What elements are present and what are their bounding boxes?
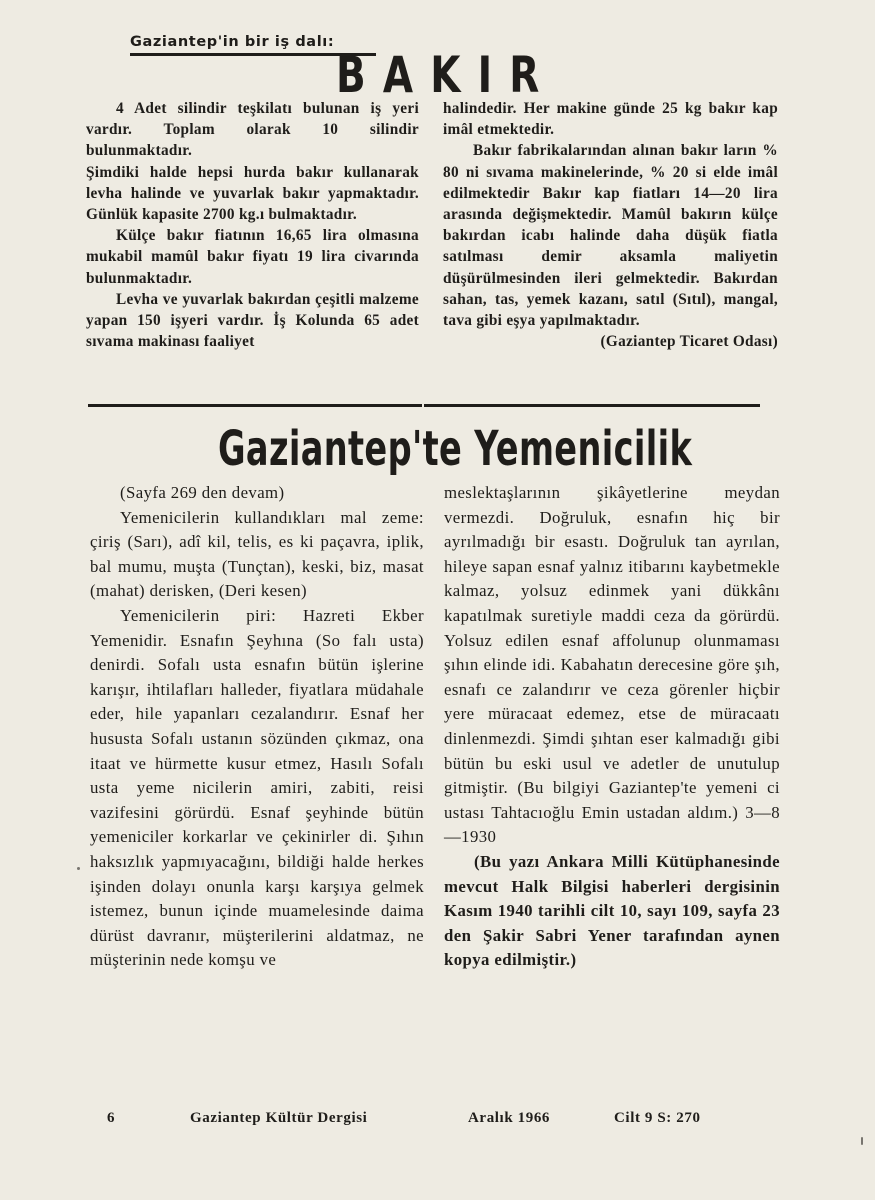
yemenicilik-paragraph: Yemenicilerin piri: Hazreti Ekber Yemenidir. Esnafın Şeyhına (So falı usta) denirdi. Sofalı usta esnafın bütün işlerine karışır, ihtilafları halleder, fiyatlara müdahale eder, hile yapanları cezalandırır. Esnaf her hususta Sofalı ustanın sözünden çıkmaz, ona itaat ve hürmette kusur etmez, Hasılı Sofalı usta yeme nicilerin amiri, zabiti, reisi vazifesini görürdü. Esnaf şeyhinde bütün yemeniciler korkarlar ve çekinirler di. Şıhın haksızlık yapmıyacağını, bildiği halde herkes işinden dolayı onunla karşı karşıya gelmek istemez, bunun içinde muamelesinde daima dürüst davranır, müşterilerini aldatmaz, ne müşterinin nede komşu ve — [90, 605, 424, 970]
yemenicilik-source-note: (Bu yazı Ankara Milli Kütüphanesinde mevcut Halk Bilgisi haberleri dergisinin Kasım 1940 tarihli cilt 10, sayı 109, sayfa 23 den Şakir Sabri Yener tarafından aynen kopya edilmiştir.) — [444, 851, 780, 970]
print-speck — [77, 867, 80, 870]
yemenicilik-paragraph: meslektaşlarının şikâyetlerine meydan vermezdi. Doğruluk, esnafın hiç bir ayrılmadığı bir esastı. Doğruluk tan ayrılan, hileye sapan esnaf yalnız itibarını kaybetmekle kalmaz, yolsuz edinmek yani dükkânı kapatılmak suretiyle maddi ceza da görürdü. Yolsuz edilen esnaf affolunup olunmaması şıhın elinde idi. Kabahatın derecesine göre şıh, esnafı ce zalandırır ve ceza görenler hiçbir yere müracaat edemez, etse de müracaatı dinlenmezdi. Şimdi şıhtan eser kalmadığı gibi bütün bu eski usul ve adetler de unutulup gitmiştir. (Bu bilgiyi Gaziantep'te yemeni ci ustası Tahtacıoğlu Emin ustadan aldım.) 3—8—1930 — [444, 483, 780, 847]
bakir-paragraph: Levha ve yuvarlak bakırdan çeşitli malzeme yapan 150 işyeri vardır. İş Kolunda 65 adet sıvama makinası faaliyet — [86, 290, 419, 351]
journal-name: Gaziantep Kültür Dergisi — [190, 1110, 368, 1126]
yemenicilik-paragraph: Yemenicilerin kullandıkları mal zeme: çiriş (Sarı), adî kil, telis, es ki paçavra, iplik, bal mumu, muşta (Tunçtan), keski, biz, masat (mahat) derisken, (Deri kesen) — [90, 507, 424, 601]
bakir-source: (Gaziantep Ticaret Odası) — [600, 333, 778, 351]
bakir-right-column — [443, 98, 778, 352]
volume-issue: Cilt 9 S: 270 — [614, 1110, 701, 1126]
continued-note: (Sayfa 269 den devam) — [120, 483, 285, 502]
bakir-paragraph: Şimdiki halde hepsi hurda bakır kullanarak levha halinde ve yuvarlak bakır yapmaktadır. Günlük kapasite 2700 kg.ı bulmaktadır. — [86, 163, 419, 224]
section-kicker: Gaziantep'in bir iş dalı: — [130, 34, 335, 50]
yemenicilik-right-column — [444, 481, 780, 973]
page-number: 6 — [107, 1110, 116, 1126]
article-title-bakir: BAKIR — [336, 46, 557, 104]
section-divider — [88, 404, 422, 407]
bakir-left-column — [86, 98, 419, 352]
bakir-paragraph: 4 Adet silindir teşkilatı bulunan iş yeri vardır. Toplam olarak 10 silindir bulunmaktadır. — [86, 100, 419, 160]
print-speck — [861, 1137, 863, 1145]
bakir-paragraph: halindedir. Her makine günde 25 kg bakır kap imâl etmektedir. — [443, 100, 778, 139]
article-title-yemenicilik: Gaziantep'te Yemenicilik — [218, 421, 693, 477]
bakir-paragraph: Külçe bakır fiatının 16,65 lira olmasına mukabil mamûl bakır fiyatı 19 lira civarında bulunmaktadır. — [86, 227, 419, 287]
issue-date: Aralık 1966 — [468, 1110, 551, 1126]
section-divider — [424, 404, 760, 407]
bakir-paragraph: Bakır fabrikalarından alınan bakır ların % 80 ni sıvama makinelerinde, % 20 si elde imâl edilmektedir Bakır kap fiatları 14—20 lira arasında değişmektedir. Mamûl bakırın külçe bakırdan icabı halinde daha düşük fiatla satılması demir aksamla maliyetin düşürülmesinden ileri gelmektedir. Bakırdan sahan, tas, yemek kazanı, satıl (Sıtıl), mangal, tava gibi eşya yapılmaktadır. — [443, 142, 778, 330]
yemenicilik-left-column — [90, 481, 424, 973]
